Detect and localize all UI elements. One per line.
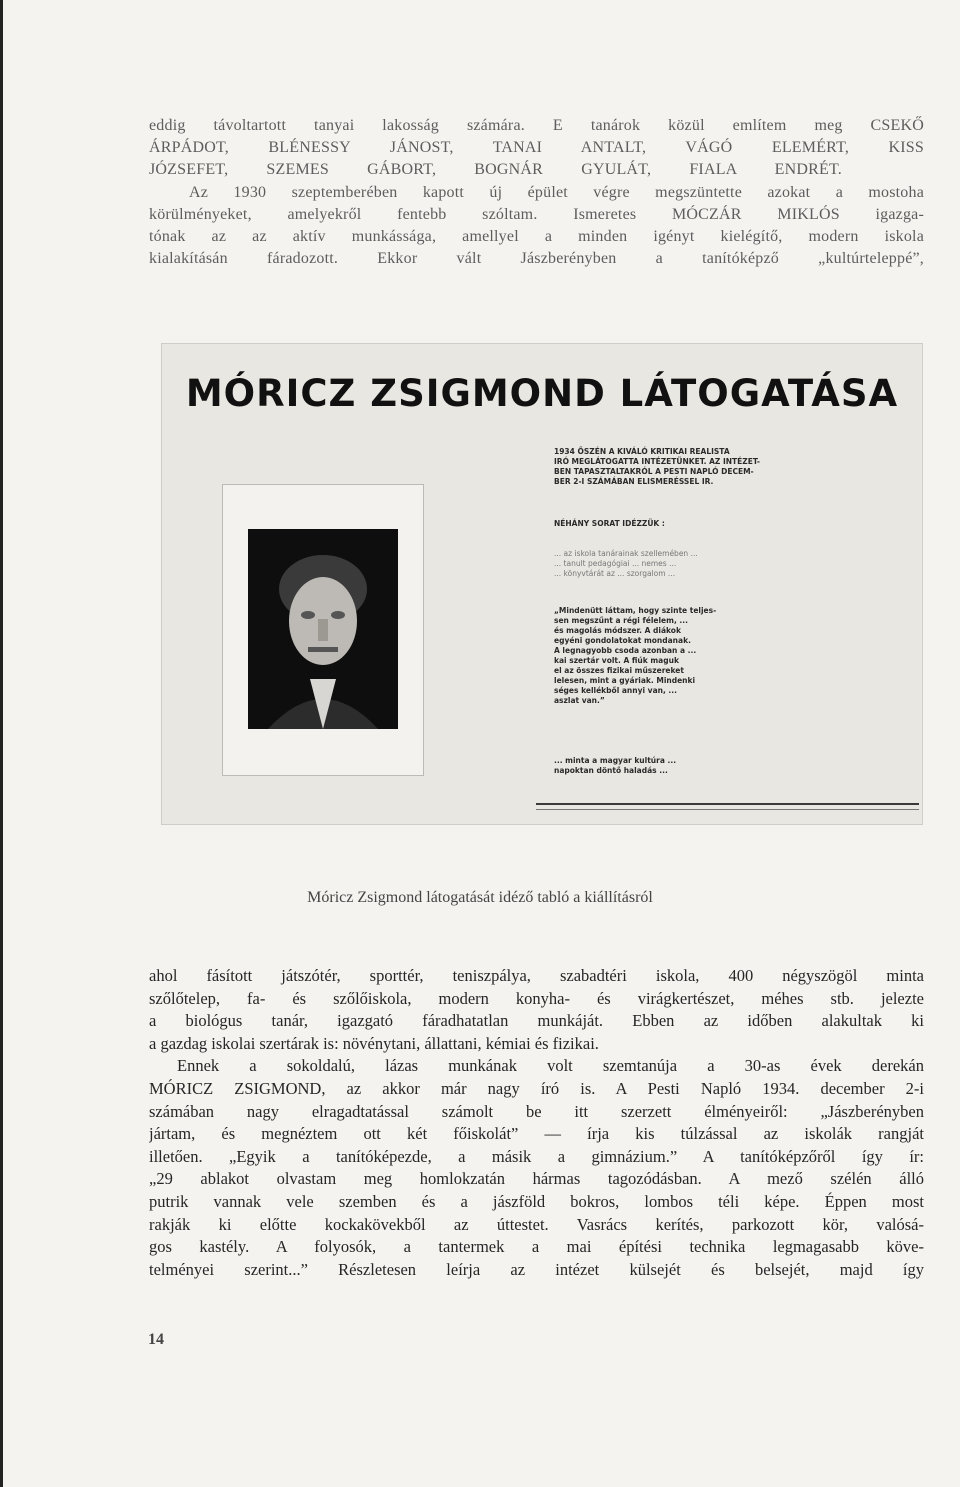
portrait-image [248,529,398,729]
plate-rule [536,809,919,810]
text-line: kialakításán fáradozott. Ekkor vált Jászberényben a tanítóképző „kultúrteleppé”, [149,250,924,268]
plate-rule [536,803,919,805]
text-line: a biológus tanár, igazgató fáradhatatlan munkáját. Ebben az időben alakultak ki [149,1011,924,1031]
text-line: „29 ablakot olvastam meg homlokzatán hármas tagozódásban. A mező szélén álló [149,1169,924,1189]
plate-text-line: ... tanult pedagógiai ... nemes ... [554,559,677,568]
plate-heading-text [554,447,884,487]
plate-text-line: A legnagyobb csoda azonban a ... [554,646,697,655]
plate-text-line: és magolás módszer. A diákok [554,626,681,635]
plate-text-line: kai szertár volt. A fiúk maguk [554,656,679,665]
top-paragraph [149,115,924,270]
text-line: JÓZSEFET, SZEMES GÁBORT, BOGNÁR GYULÁT, FIALA ENDRÉT. [149,161,842,179]
plate-text-line: sen megszűnt a régi félelem, ... [554,616,688,625]
plate-text-line: aszlat van.” [554,696,605,705]
text-line: jártam, és megnéztem ott két főiskolát” — írja kis túlzással az iskolák rangját [149,1124,924,1144]
text-line: szőlőtelep, fa- és szőlőiskola, modern konyha- és virágkertészet, méhes stb. jelezte [149,988,924,1008]
text-line: körülményeket, amelyekről fentebb szóltam. Ismeretes MÓCZÁR MIKLÓS igazga- [149,205,924,223]
text-line: rakják ki előtte kockakövekből az úttestet. Vasrács kerítés, parkozott kör, valósá- [149,1214,924,1234]
text-line: telményei szerint...” Részletesen leírja az intézet külsejét és belsejét, majd így [149,1259,924,1279]
plate-text-line: BER 2-I SZÁMÁBAN ELISMERÉSSEL IR. [554,477,714,486]
exhibition-plate-photo [161,343,923,825]
plate-quote-3 [554,756,884,776]
text-line: gos kastély. A folyosók, a tantermek a mai építési technika legmagasabb köve- [149,1237,924,1257]
figure-caption: Móricz Zsigmond látogatását idéző tabló a kiállításról [307,889,653,906]
text-line: putrik vannak vele szemben és a jászföld bokros, lombos téli képe. Éppen most [149,1191,924,1211]
plate-text-line: séges kellékből annyi van, ... [554,686,677,695]
text-line: tónak az az aktív munkássága, amellyel a minden igényt kielégítő, modern iskola [149,228,924,246]
text-line: Ennek a sokoldalú, lázas munkának volt szemtanúja a 30-as évek derekán [177,1056,924,1076]
plate-quote-2 [554,606,884,706]
plate-text-line: BEN TAPASZTALTAKRÓL A PESTI NAPLÓ DECEM- [554,467,754,476]
text-line: MÓRICZ ZSIGMOND, az akkor már nagy író is. A Pesti Napló 1934. december 2-i [149,1078,924,1098]
plate-quote-label: NÉHÁNY SORAT IDÉZZÜK : [554,519,665,528]
text-line: ÁRPÁDOT, BLÉNESSY JÁNOST, TANAI ANTALT, VÁGÓ ELEMÉRT, KISS [149,139,924,157]
plate-text-line: „Mindenütt láttam, hogy szinte teljes- [554,606,717,615]
text-line: számában nagy elragadtatással számolt be itt szerzett élményeiről: „Jászberényben [149,1101,924,1121]
bottom-paragraph [149,965,924,1281]
plate-text-line: lelesen, mint a gyáriak. Mindenki [554,676,696,685]
plate-text-line: el az összes fizikai műszereket [554,666,684,675]
plate-text-line: ... könyvtárát az ... szorgalom ... [554,569,676,578]
plate-text-line: 1934 ŐSZÉN A KIVÁLÓ KRITIKAI REALISTA [554,447,730,456]
text-line: a gazdag iskolai szertárak is: növénytani, állattani, kémiai és fizikai. [149,1033,599,1053]
portrait-frame [222,484,424,776]
plate-title: MÓRICZ ZSIGMOND LÁTOGATÁSA [185,372,899,415]
page-number: 14 [148,1331,164,1348]
plate-text-line: IRÓ MEGLÁTOGATTA INTÉZETÜNKET. AZ INTÉZET- [554,457,760,466]
plate-text-line: ... az iskola tanárainak szellemében ... [554,549,698,558]
plate-text-line: egyéni gondolatokat mondanak. [554,636,691,645]
plate-text-line: napoktan döntő haladás ... [554,766,668,775]
plate-quote-1 [554,549,884,579]
text-line: Az 1930 szeptemberében kapott új épület végre megszüntette azokat a mostoha [189,183,924,201]
text-line: ahol fásított játszótér, sporttér, teniszpálya, szabadtéri iskola, 400 négyszögöl minta [149,966,924,985]
text-line: illetően. „Egyik a tanítóképezde, a másik a gimnázium.” A tanítóképzőről így ír: [149,1146,924,1166]
text-line: eddig távoltartott tanyai lakosság számára. E tanárok közül említem meg CSEKŐ [149,117,924,134]
plate-text-line: ... minta a magyar kultúra ... [554,756,677,765]
